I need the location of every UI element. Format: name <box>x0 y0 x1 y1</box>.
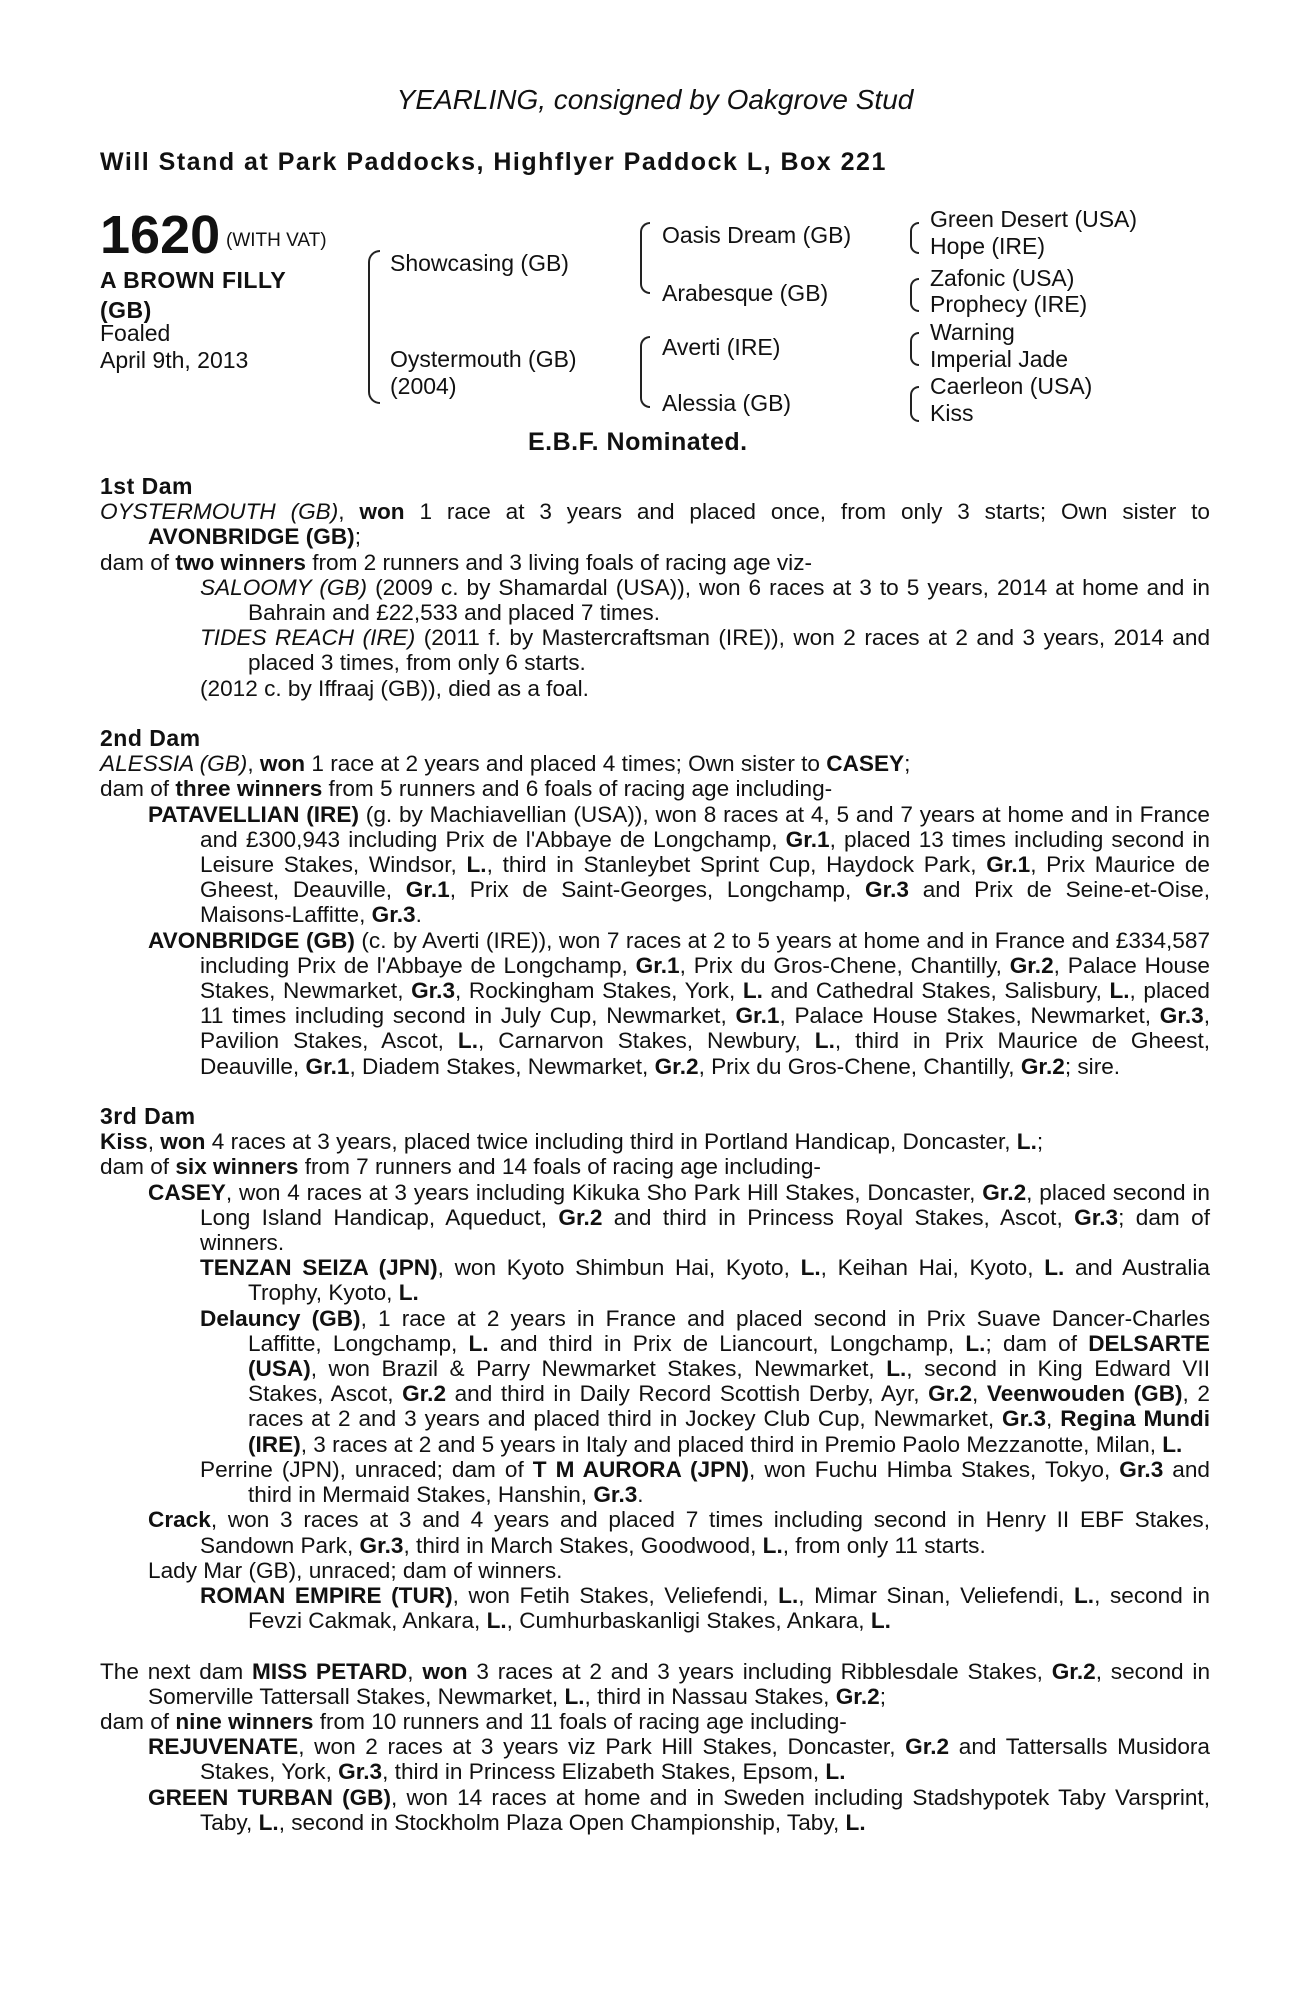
third-dam-foal-crack: Crack, won 3 races at 3 and 4 years and placed 7 times including second in Henry II EBF Stakes, Sandown Park, Gr.3, third in March Stakes, Goodwood, L., from only 11 starts. <box>148 1507 1210 1558</box>
casey-produce-tenzan-seiza: TENZAN SEIZA (JPN), won Kyoto Shimbun Hai, Kyoto, L., Keihan Hai, Kyoto, L. and Australia Trophy, Kyoto, L. <box>200 1255 1210 1306</box>
first-dam-record: OYSTERMOUTH (GB), won 1 race at 3 years and placed once, from only 3 starts; Own sister to AVONBRIDGE (GB); <box>100 499 1211 550</box>
first-dam-foal-3: (2012 c. by Iffraaj (GB)), died as a foal. <box>200 675 589 701</box>
lot-number: 1620 <box>100 205 221 265</box>
casey-produce-perrine: Perrine (JPN), unraced; dam of T M AURORA (JPN), won Fuchu Himba Stakes, Tokyo, Gr.3 and third in Mermaid Stakes, Hanshin, Gr.3. <box>200 1456 1211 1508</box>
pedigree-ss-sire: Green Desert (USA) <box>930 206 1138 232</box>
foaled-label: Foaled <box>100 320 171 346</box>
pedigree-ss-dam: Hope (IRE) <box>930 233 1046 259</box>
brace-ds <box>910 332 919 366</box>
brace-dd <box>910 386 919 422</box>
second-dam-foal-avonbridge: AVONBRIDGE (GB) (c. by Averti (IRE)), won 7 races at 2 to 5 years at home and in France and £334,587 including Prix de l'Abbaye de Longchamp, Gr.1, Prix du Gros-Chene, Chantilly, Gr.2, Palace House Stakes, Newmarket, Gr.3, Rockingham Stakes, York, L. and Cathedral Stakes, Salisbury, L., placed 11 times including second in July Cup, Newmarket, Gr.1, Palace House Stakes, Newmarket, Gr.3, Pavilion Stakes, Ascot, L., Carnarvon Stakes, Newbury, L., third in Prix Maurice de Gheest, Deauville, Gr.1, Diadem Stakes, Newmarket, Gr.2, Prix du Gros-Chene, Chantilly, Gr.2; sire. <box>148 927 1211 1079</box>
third-dam-foal-lady-mar: Lady Mar (GB), unraced; dam of winners. <box>148 1557 563 1583</box>
lot-description-line1: A BROWN FILLY <box>100 267 287 293</box>
vat-note: (WITH VAT) <box>226 230 327 251</box>
second-dam-heading: 2nd Dam <box>100 725 201 752</box>
stand-location: Will Stand at Park Paddocks, Highflyer Paddock L, Box 221 <box>100 148 887 176</box>
pedigree-ds-sire: Warning <box>930 319 1015 345</box>
consignor-line: YEARLING, consigned by Oakgrove Stud <box>396 84 914 115</box>
pedigree-dam: Oystermouth (GB) <box>390 346 577 372</box>
pedigree-dd-sire: Caerleon (USA) <box>930 373 1093 399</box>
pedigree-sire-sire: Oasis Dream (GB) <box>662 222 852 248</box>
lot-description-line2: (GB) <box>100 297 152 323</box>
produce-record <box>100 474 1210 1835</box>
second-dam-section <box>100 726 1210 1079</box>
foaled-date: April 9th, 2013 <box>100 347 249 373</box>
pedigree-sd-sire: Zafonic (USA) <box>930 265 1075 291</box>
next-dam-section <box>100 1659 1210 1835</box>
ebf-nomination: E.B.F. Nominated. <box>528 428 748 456</box>
second-dam-produce-summary: dam of three winners from 5 runners and 6 foals of racing age including- <box>100 776 833 802</box>
pedigree-dam-year: (2004) <box>390 373 457 399</box>
first-dam-section <box>100 474 1210 701</box>
first-dam-foal-2: TIDES REACH (IRE) (2011 f. by Mastercraftsman (IRE)), won 2 races at 2 and 3 years, 2014 and placed 3 times, from only 6 starts. <box>200 625 1211 676</box>
third-dam-section <box>100 1104 1210 1633</box>
third-dam-produce-summary: dam of six winners from 7 runners and 14 foals of racing age including- <box>100 1154 821 1180</box>
first-dam-produce-summary: dam of two winners from 2 runners and 3 living foals of racing age viz- <box>100 549 813 575</box>
second-dam-record: ALESSIA (GB), won 1 race at 2 years and placed 4 times; Own sister to CASEY; <box>100 751 911 777</box>
next-dam-foal-green-turban: GREEN TURBAN (GB), won 14 races at home and in Sweden including Stadshypotek Taby Varsprint, Taby, L., second in Stockholm Plaza Open Championship, Taby, L. <box>148 1784 1210 1835</box>
second-dam-foal-patavellian: PATAVELLIAN (IRE) (g. by Machiavellian (USA)), won 8 races at 4, 5 and 7 years at home and in France and £300,943 including Prix de l'Abbaye de Longchamp, Gr.1, placed 13 times including second in Leisure Stakes, Windsor, L., third in Stanleybet Sprint Cup, Haydock Park, Gr.1, Prix Maurice de Gheest, Deauville, Gr.1, Prix de Saint-Georges, Longchamp, Gr.3 and Prix de Seine-et-Oise, Maisons-Laffitte, Gr.3. <box>148 801 1211 928</box>
third-dam-heading: 3rd Dam <box>100 1103 196 1130</box>
next-dam-produce-summary: dam of nine winners from 10 runners and 11 foals of racing age including- <box>100 1708 847 1734</box>
next-dam-record: The next dam MISS PETARD, won 3 races at 2 and 3 years including Ribblesdale Stakes, Gr.2, second in Somerville Tattersall Stakes, Newmarket, L., third in Nassau Stakes, Gr.2; <box>100 1658 1211 1709</box>
lot-description <box>100 265 350 325</box>
third-dam-foal-casey: CASEY, won 4 races at 3 years including Kikuka Sho Park Hill Stakes, Doncaster, Gr.2, placed second in Long Island Handicap, Aqueduct, Gr.2 and third in Princess Royal Stakes, Ascot, Gr.3; dam of winners. <box>148 1179 1210 1256</box>
lady-mar-produce-roman-empire: ROMAN EMPIRE (TUR), won Fetih Stakes, Veliefendi, L., Mimar Sinan, Veliefendi, L., second in Fevzi Cakmak, Ankara, L., Cumhurbaskanligi Stakes, Ankara, L. <box>200 1582 1210 1634</box>
third-dam-record: Kiss, won 4 races at 3 years, placed twice including third in Portland Handicap, Doncaster, L.; <box>100 1129 1044 1155</box>
pedigree-dam-sire: Averti (IRE) <box>662 334 781 360</box>
pedigree-dd-dam: Kiss <box>930 400 974 426</box>
casey-produce-delauncy: Delauncy (GB), 1 race at 2 years in France and placed second in Prix Suave Dancer-Charles Laffitte, Longchamp, L. and third in Prix de Liancourt, Longchamp, L.; dam of DELSARTE (USA), won Brazil & Parry Newmarket Stakes, Newmarket, L., second in King Edward VII Stakes, Ascot, Gr.2 and third in Daily Record Scottish Derby, Ayr, Gr.2, Veenwouden (GB), 2 races at 2 and 3 years and placed third in Jockey Club Cup, Newmarket, Gr.3, Regina Mundi (IRE), 3 races at 2 and 5 years in Italy and placed third in Premio Paolo Mezzanotte, Milan, L. <box>200 1305 1210 1457</box>
first-dam-foal-1: SALOOMY (GB) (2009 c. by Shamardal (USA)), won 6 races at 3 to 5 years, 2014 at home and in Bahrain and £22,533 and placed 7 times. <box>200 574 1210 626</box>
brace-ss <box>910 222 919 254</box>
pedigree-ds-dam: Imperial Jade <box>930 346 1069 372</box>
first-dam-heading: 1st Dam <box>100 473 193 499</box>
pedigree-sire: Showcasing (GB) <box>390 250 569 276</box>
brace-generation-1 <box>368 250 380 404</box>
brace-sd <box>910 278 919 312</box>
pedigree-sd-dam: Prophecy (IRE) <box>930 291 1088 317</box>
foaled-info <box>100 320 248 374</box>
pedigree-dam-dam: Alessia (GB) <box>662 390 792 416</box>
brace-dam <box>640 336 650 408</box>
brace-sire <box>640 222 650 294</box>
next-dam-foal-rejuvenate: REJUVENATE, won 2 races at 3 years viz Park Hill Stakes, Doncaster, Gr.2 and Tattersalls Musidora Stakes, York, Gr.3, third in Princess Elizabeth Stakes, Epsom, L. <box>148 1734 1210 1785</box>
pedigree-sire-dam: Arabesque (GB) <box>662 280 829 306</box>
